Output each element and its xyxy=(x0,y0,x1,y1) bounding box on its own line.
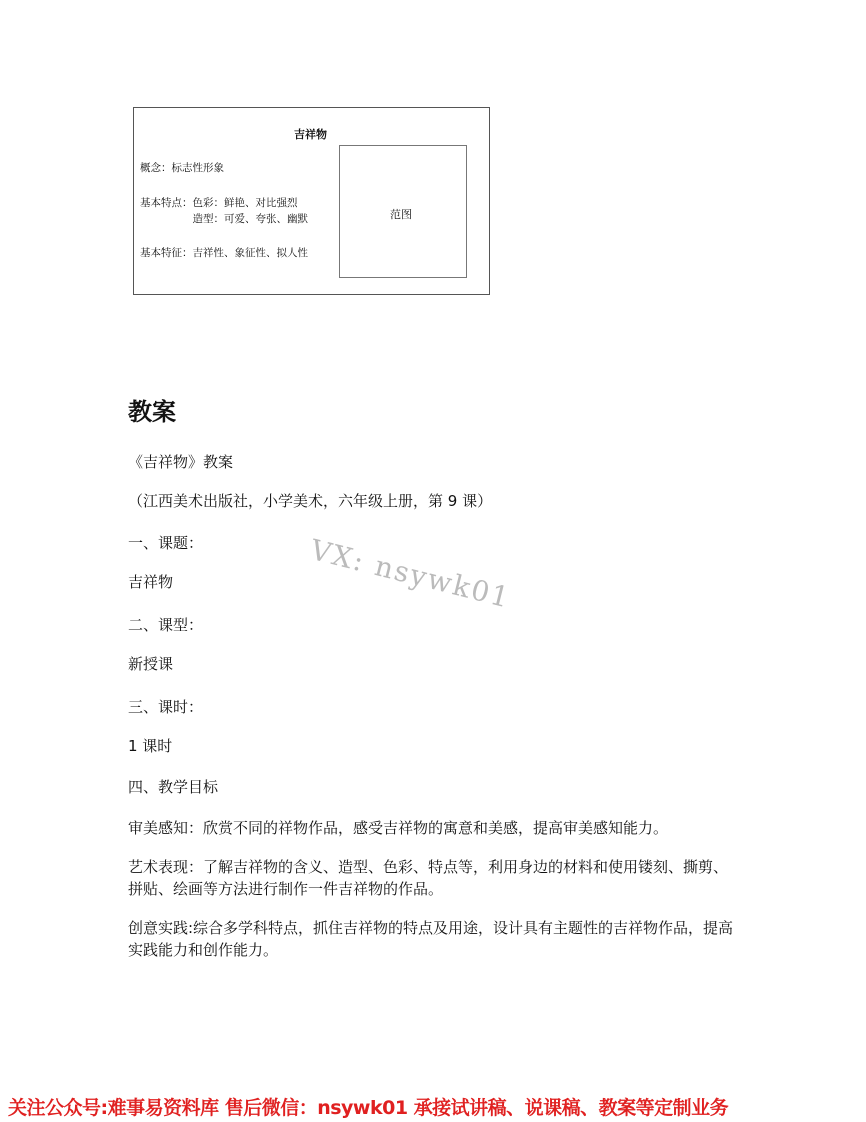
paragraph: 艺术表现：了解吉祥物的含义、造型、色彩、特点等，利用身边的材料和使用镂刻、撕剪、拼贴、绘画等方法进行制作一件吉祥物的作品。 xyxy=(128,858,729,898)
paragraph: 审美感知：欣赏不同的祥物作品，感受吉祥物的寓意和美感，提高审美感知能力。 xyxy=(128,819,669,837)
paragraph: 三、课时： xyxy=(128,698,204,716)
footer-banner: 关注公众号:难事易资料库 售后微信：nsywk01 承接试讲稿、说课稿、教案等定制业务 xyxy=(8,1097,729,1119)
figure-label: 范图 xyxy=(390,208,412,221)
diagram-line: 基本特点：色彩：鲜艳、对比强烈 xyxy=(140,197,298,209)
paragraph: 《吉祥物》教案 xyxy=(128,453,234,471)
paragraph: 吉祥物 xyxy=(128,573,174,591)
watermark: VX: nsywk01 xyxy=(307,533,515,615)
paragraph: 一、课题： xyxy=(128,534,204,552)
diagram-line: 造型：可爱、夸张、幽默 xyxy=(140,213,308,225)
paragraph: 创意实践:综合多学科特点，抓住吉祥物的特点及用途，设计具有主题性的吉祥物作品，提高实践能力和创作能力。 xyxy=(128,919,734,959)
diagram-box xyxy=(133,107,490,295)
example-figure xyxy=(339,145,467,278)
paragraph: 1 课时 xyxy=(128,737,173,755)
paragraph: 新授课 xyxy=(128,655,174,673)
paragraph: 二、课型： xyxy=(128,616,204,634)
diagram-title: 吉祥物 xyxy=(294,128,327,141)
diagram-line: 概念：标志性形象 xyxy=(140,162,224,174)
diagram-line: 基本特征：吉祥性、象征性、拟人性 xyxy=(140,247,308,259)
paragraph: 四、教学目标 xyxy=(128,778,219,796)
paragraph: （江西美术出版社，小学美术，六年级上册，第 9 课） xyxy=(128,492,493,510)
page-heading: 教案 xyxy=(128,398,176,426)
